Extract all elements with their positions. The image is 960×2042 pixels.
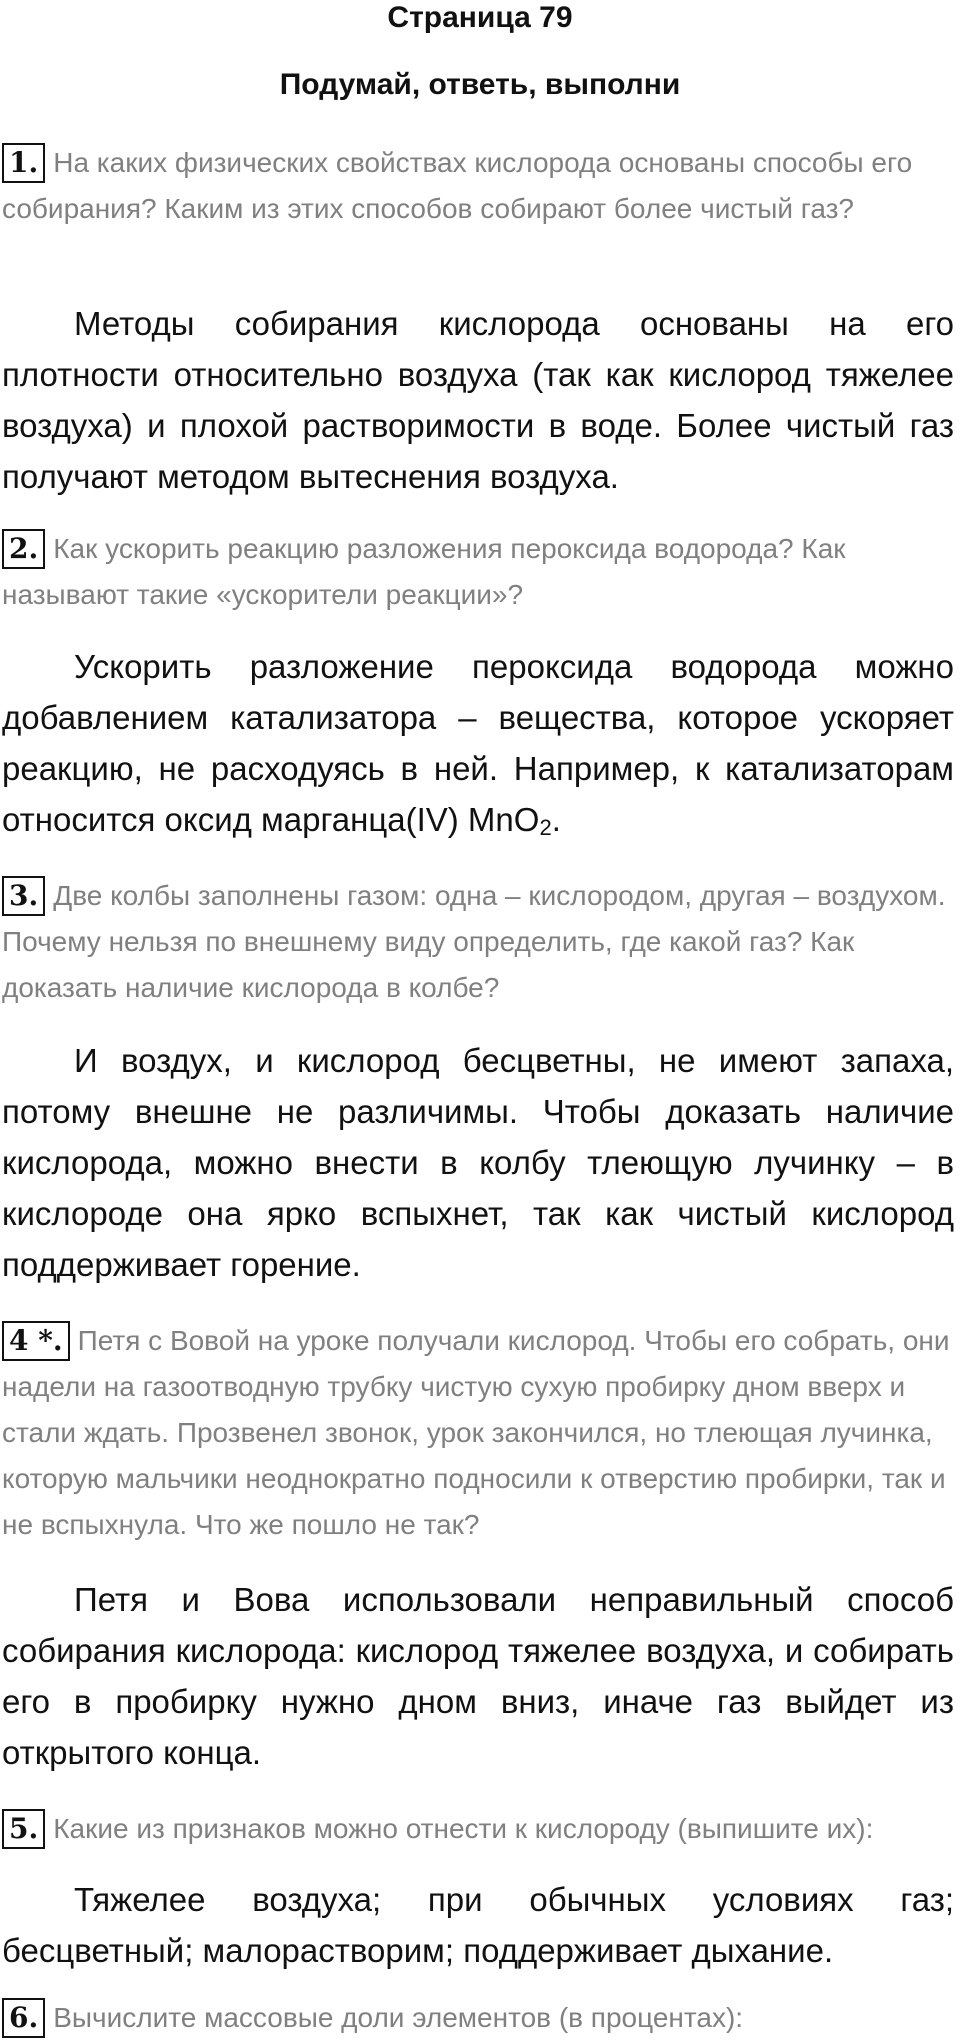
question-number-box: 5. <box>2 1809 45 1849</box>
answer-text: Ускорить разложение пероксида водорода можно добавлением катализатора – вещества, которое ускоряет реакцию, не расходуясь в ней. Например, к катализаторам относится оксид марганца(IV) MnO <box>2 648 954 838</box>
answer-2 <box>2 641 954 845</box>
answer-tail: . <box>551 801 561 838</box>
question-number-box: 3. <box>2 876 45 916</box>
question-4 <box>2 1318 954 1548</box>
question-text: Две колбы заполнены газом: одна – кислородом, другая – воздухом. Почему нельзя по внешнему виду определить, где какой газ? Как доказать наличие кислорода в колбе? <box>2 880 946 1003</box>
question-1 <box>2 140 954 232</box>
question-number-box: 6. <box>2 1998 45 2038</box>
answer-4: Петя и Вова использовали неправильный способ собирания кислорода: кислород тяжелее воздуха, и собирать его в пробирку нужно дном вниз, иначе газ выйдет из открытого конца. <box>2 1581 954 1771</box>
question-number-box: 4 *. <box>2 1321 70 1361</box>
question-6 <box>2 1995 954 2041</box>
section-title: Подумай, ответь, выполни <box>279 68 681 101</box>
question-3 <box>2 873 954 1011</box>
subscript-two: 2 <box>539 815 552 840</box>
question-text: Петя с Вовой на уроке получали кислород. Чтобы его собрать, они надели на газоотводную трубку чистую сухую пробирку дном вверх и стали ждать. Прозвенел звонок, урок закончился, но тлеющая лучинка, которую мальчики неоднократно подносили к отверстию пробирки, так и не вспыхнула. Что же пошло не так? <box>2 1325 950 1540</box>
question-text: Вычислите массовые доли элементов (в процентах): <box>53 2002 744 2033</box>
question-text: Как ускорить реакцию разложения пероксида водорода? Как называют такие «ускорители реакции»? <box>2 533 846 610</box>
question-2 <box>2 526 954 618</box>
question-5 <box>2 1806 954 1852</box>
question-text: Какие из признаков можно отнести к кислороду (выпишите их): <box>53 1813 874 1844</box>
answer-5: Тяжелее воздуха; при обычных условиях газ; бесцветный; малорастворим; поддерживает дыхание. <box>2 1881 954 1969</box>
question-number-box: 1. <box>2 143 45 183</box>
page-number-heading: Страница 79 <box>387 1 573 34</box>
answer-3: И воздух, и кислород бесцветны, не имеют запаха, потому внешне не различимы. Чтобы доказать наличие кислорода, можно внести в колбу тлеющую лучинку – в кислороде она ярко вспыхнет, так как чистый кислород поддерживает горение. <box>2 1042 954 1283</box>
answer-1: Методы собирания кислорода основаны на его плотности относительно воздуха (так как кислород тяжелее воздуха) и плохой растворимости в воде. Более чистый газ получают методом вытеснения воздуха. <box>2 305 954 495</box>
question-number-box: 2. <box>2 529 45 569</box>
question-text: На каких физических свойствах кислорода основаны способы его собирания? Каким из этих способов собирают более чистый газ? <box>2 147 913 224</box>
